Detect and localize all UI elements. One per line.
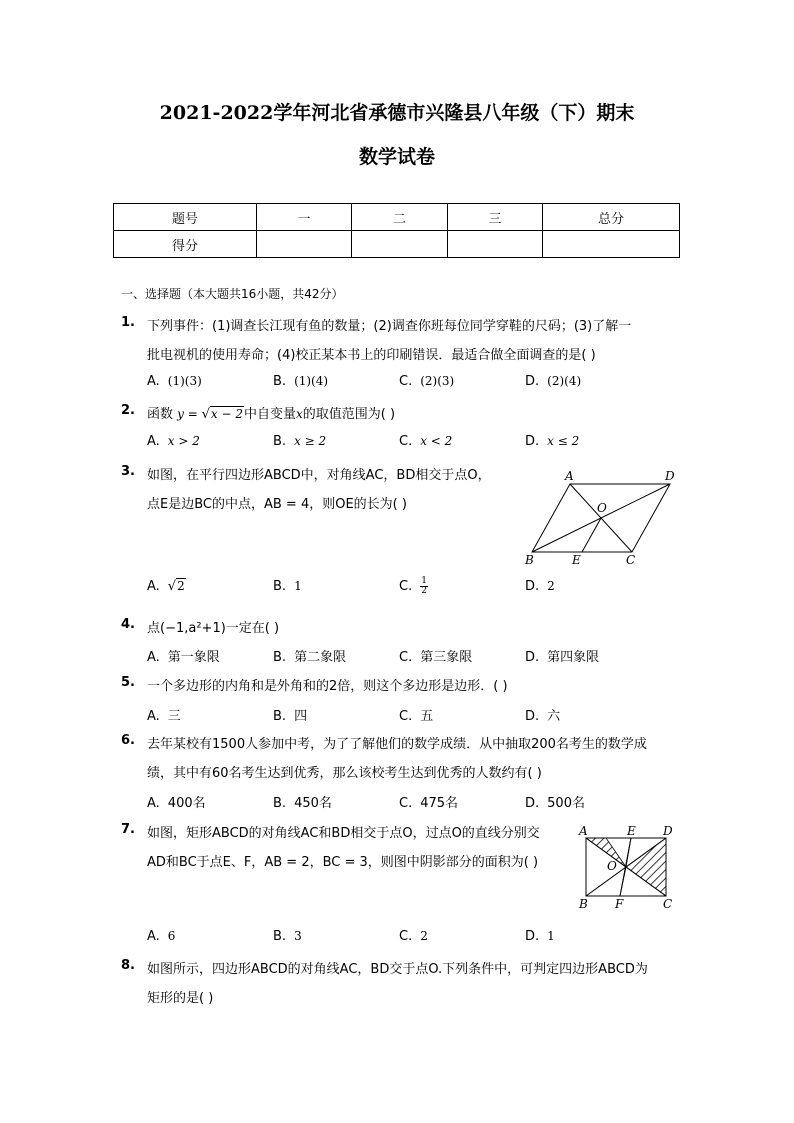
option-b: B. 1 (273, 579, 302, 594)
option-d: D. 六 (525, 709, 561, 724)
score-header-cell: 一 (257, 204, 352, 231)
option-a: A. 6 (147, 929, 176, 944)
page-title: 2021-2022学年河北省承德市兴隆县八年级（下）期末 (159, 102, 635, 124)
question-number: 1. (121, 315, 135, 330)
score-cell (257, 231, 352, 258)
question-text: 下列事件：(1)调查长江现有鱼的数量；(2)调查你班每位同学穿鞋的尺码；(3)了解一 (147, 319, 632, 334)
figure-label-o: O (607, 859, 617, 873)
score-header-cell: 总分 (543, 204, 680, 231)
figure-label-e: E (572, 553, 581, 566)
score-table (113, 203, 680, 258)
question-text: 绩，其中有60名考生达到优秀，那么该校考生达到优秀的人数约有( ) (147, 766, 542, 781)
option-b: B. 3 (273, 929, 302, 944)
parallelogram-figure (520, 464, 680, 566)
option-a: A. (1)(3) (147, 374, 202, 389)
question-number: 6. (121, 733, 135, 748)
option-b: B. 450名 (273, 796, 332, 811)
score-row-label: 得分 (114, 231, 257, 258)
rectangle-figure (575, 824, 680, 910)
option-c: C. $\frac{1}{2}$ (399, 576, 427, 596)
question-text: 如图所示，四边形ABCD的对角线AC，BD交于点O.下列条件中，可判定四边形ABCD为 (147, 962, 648, 977)
question-text: 点(−1,a²+1)一定在( ) (147, 621, 280, 636)
option-c: C. 五 (399, 709, 434, 724)
option-a: A. 第一象限 (147, 650, 220, 665)
score-table-header-row (114, 204, 680, 231)
score-header-cell: 三 (448, 204, 543, 231)
option-d: D. x ≤ 2 (525, 434, 580, 449)
question-text: 去年某校有1500人参加中考，为了了解他们的数学成绩．从中抽取200名考生的数学成 (147, 737, 647, 752)
option-a: A. x > 2 (147, 434, 200, 449)
shaded-region (626, 838, 666, 896)
option-d: D. (2)(4) (525, 374, 582, 389)
option-b: B. 四 (273, 709, 308, 724)
score-header-cell: 二 (352, 204, 448, 231)
question-text: 点E是边BC的中点，AB = 4，则OE的长为( ) (147, 497, 407, 512)
question-number: 5. (121, 675, 135, 690)
figure-label-d: D (663, 824, 673, 838)
question-number: 8. (121, 958, 135, 973)
question-text: 矩形的是( ) (147, 991, 214, 1006)
option-a: A. 三 (147, 709, 181, 724)
figure-label-a: A (579, 824, 588, 838)
section-heading: 一、选择题（本大题共16小题，共42分） (121, 287, 344, 301)
question-text: 批电视机的使用寿命；(4)校正某本书上的印刷错误．最适合做全面调查的是( ) (147, 348, 596, 363)
option-b: B. 第二象限 (273, 650, 347, 665)
question-text: 函数 y = √x − 2中自变量x的取值范围为( ) (147, 407, 396, 422)
option-c: C. 2 (399, 929, 428, 944)
option-c: C. 475名 (399, 796, 459, 811)
question-number: 2. (121, 403, 135, 418)
figure-label-c: C (626, 553, 636, 566)
option-a: A. 400名 (147, 796, 206, 811)
score-table-row (114, 231, 680, 258)
figure-label-d: D (665, 469, 675, 483)
score-cell (448, 231, 543, 258)
option-a: A. √2 (147, 579, 185, 594)
score-header-cell: 题号 (114, 204, 257, 231)
figure-label-e: E (627, 824, 636, 838)
figure-label-a: A (565, 469, 574, 483)
option-d: D. 1 (525, 929, 555, 944)
question-number: 7. (121, 822, 135, 837)
question-text: 如图，矩形ABCD的对角线AC和BD相交于点O，过点O的直线分别交 (147, 826, 540, 841)
figure-label-b: B (579, 897, 588, 910)
option-d: D. 500名 (525, 796, 585, 811)
score-cell (543, 231, 680, 258)
question-text: 一个多边形的内角和是外角和的2倍，则这个多边形是边形．( ) (147, 679, 508, 694)
option-d: D. 第四象限 (525, 650, 600, 665)
score-cell (352, 231, 448, 258)
option-b: B. (1)(4) (273, 374, 329, 389)
question-text: AD和BC于点E、F，AB = 2，BC = 3，则图中阴影部分的面积为( ) (147, 855, 539, 870)
figure-label-f: F (615, 897, 624, 910)
figure-label-b: B (525, 553, 534, 566)
option-c: C. 第三象限 (399, 650, 473, 665)
question-number: 4. (121, 617, 135, 632)
option-d: D. 2 (525, 579, 555, 594)
figure-label-o: O (597, 501, 607, 515)
question-number: 3. (121, 464, 135, 479)
figure-label-c: C (663, 897, 673, 910)
option-c: C. (2)(3) (399, 374, 455, 389)
option-b: B. x ≥ 2 (273, 434, 327, 449)
option-c: C. x < 2 (399, 434, 453, 449)
question-text: 如图，在平行四边形ABCD中，对角线AC，BD相交于点O， (147, 468, 491, 483)
page-subtitle: 数学试卷 (358, 146, 435, 168)
